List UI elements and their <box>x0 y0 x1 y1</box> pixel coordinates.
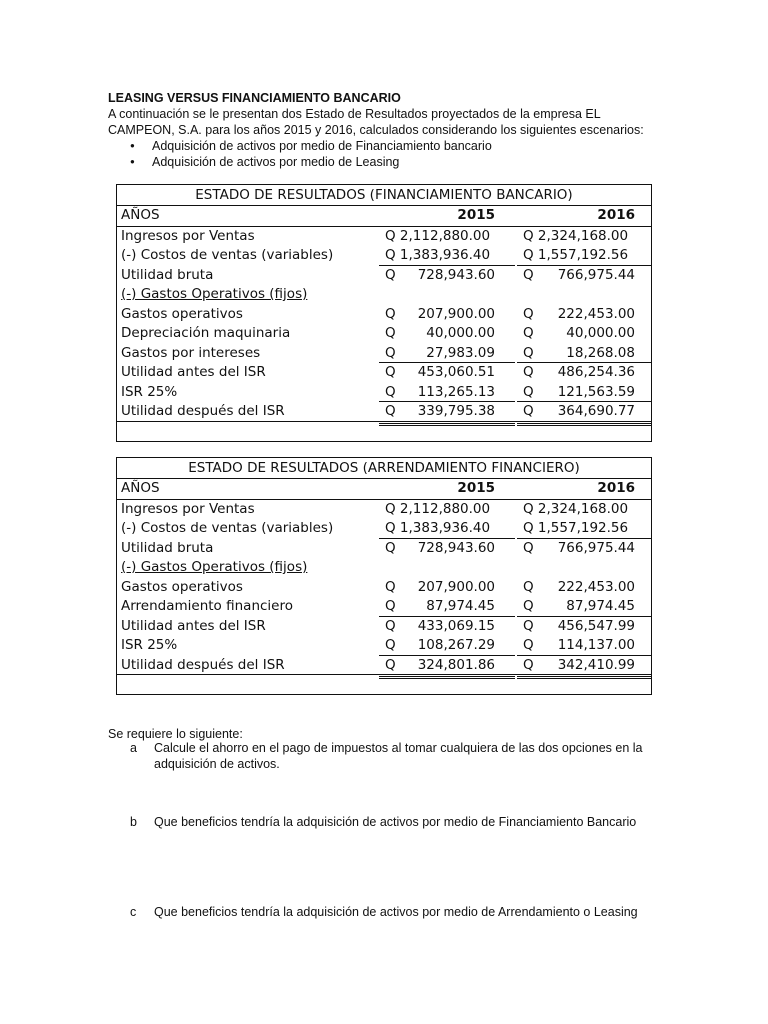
item-text: Que beneficios tendría la adquisición de activos por medio de Financiamiento Bancario <box>154 815 637 829</box>
table-row <box>117 519 651 539</box>
row-label: Ingresos por Ventas <box>121 227 255 244</box>
table-row <box>117 578 651 598</box>
currency-symbol: Q <box>523 364 534 380</box>
intro-section <box>108 90 668 170</box>
value-2016: 40,000.00 <box>566 325 635 341</box>
value-2016: 222,453.00 <box>557 305 635 322</box>
value-2016: 87,974.45 <box>566 598 635 614</box>
value-2015: 113,265.13 <box>417 383 495 400</box>
statement-header: ESTADO DE RESULTADOS (FINANCIAMIENTO BANCARIO) <box>117 185 651 206</box>
table-row <box>117 363 651 383</box>
currency-symbol: Q <box>385 539 396 556</box>
value-2015: 27,983.09 <box>426 344 495 361</box>
row-label: Gastos operativos <box>121 578 243 595</box>
table-row <box>117 539 651 559</box>
table-row <box>117 285 651 305</box>
scenario-item: ● Adquisición de activos por medio de Financiamiento bancario <box>152 138 668 154</box>
table-row <box>117 500 651 520</box>
statement-header: ESTADO DE RESULTADOS (ARRENDAMIENTO FINANCIERO) <box>117 458 651 479</box>
year-2016: 2016 <box>597 207 635 223</box>
table-row <box>117 324 651 344</box>
currency-symbol: Q <box>523 266 534 283</box>
year-2015: 2015 <box>457 207 495 223</box>
value-2015: 728,943.60 <box>417 539 495 556</box>
row-label: ISR 25% <box>121 383 178 400</box>
value-2015: Q 2,112,880.00 <box>385 227 491 244</box>
row-label: Gastos por intereses <box>121 344 261 361</box>
intro-line-2: CAMPEON, S.A. para los años 2015 y 2016, calculados considerando los siguientes escenarios: <box>108 123 644 137</box>
row-label: (-) Gastos Operativos (fijos) <box>121 286 308 302</box>
value-2016: 18,268.08 <box>566 344 635 361</box>
row-label: Gastos operativos <box>121 305 243 322</box>
row-label: Depreciación maquinaria <box>121 325 291 341</box>
table-row <box>117 344 651 364</box>
currency-symbol: Q <box>523 637 534 653</box>
table-row <box>117 597 651 617</box>
value-2016: 364,690.77 <box>557 403 635 419</box>
value-2016: Q 1,557,192.56 <box>523 247 629 263</box>
row-label: (-) Costos de ventas (variables) <box>121 520 334 536</box>
item-letter: b <box>130 815 137 829</box>
table-row <box>117 402 651 422</box>
table-row <box>117 636 651 656</box>
value-2015: Q 1,383,936.40 <box>385 520 491 536</box>
table-row <box>117 383 651 403</box>
currency-symbol: Q <box>523 383 534 400</box>
row-label: ISR 25% <box>121 637 178 653</box>
value-2015: 324,801.86 <box>417 656 495 673</box>
value-2015: 207,900.00 <box>417 578 495 595</box>
value-2015: 339,795.38 <box>417 403 495 419</box>
currency-symbol: Q <box>385 305 396 322</box>
value-2016: Q 2,324,168.00 <box>523 500 629 517</box>
currency-symbol: Q <box>523 656 534 673</box>
item-text: Calcule el ahorro en el pago de impuestos al tomar cualquiera de las dos opciones en la adquisición de activos. <box>154 741 643 771</box>
currency-symbol: Q <box>523 539 534 556</box>
currency-symbol: Q <box>385 266 396 283</box>
currency-symbol: Q <box>523 598 534 614</box>
value-2016: 766,975.44 <box>557 266 635 283</box>
table-row <box>117 305 651 325</box>
years-row <box>117 206 651 227</box>
value-2016: 766,975.44 <box>557 539 635 556</box>
item-text: Que beneficios tendría la adquisición de activos por medio de Arrendamiento o Leasing <box>154 905 638 919</box>
years-row <box>117 479 651 500</box>
currency-symbol: Q <box>385 325 396 341</box>
row-label: Utilidad después del ISR <box>121 656 285 673</box>
currency-symbol: Q <box>523 617 534 634</box>
value-2015: Q 1,383,936.40 <box>385 247 491 263</box>
value-2015: Q 2,112,880.00 <box>385 500 491 517</box>
intro-line-1: A continuación se le presentan dos Estado de Resultados proyectados de la empresa EL <box>108 107 601 121</box>
row-label: Ingresos por Ventas <box>121 500 255 517</box>
value-2016: 456,547.99 <box>557 617 635 634</box>
item-letter: c <box>130 905 137 919</box>
value-2015: 87,974.45 <box>426 598 495 614</box>
table-row <box>117 617 651 637</box>
value-2016: Q 2,324,168.00 <box>523 227 629 244</box>
currency-symbol: Q <box>523 325 534 341</box>
currency-symbol: Q <box>523 344 534 361</box>
income-statement-bank-financing <box>116 184 652 442</box>
currency-symbol: Q <box>385 617 396 634</box>
currency-symbol: Q <box>385 598 396 614</box>
value-2016: 342,410.99 <box>557 656 635 673</box>
row-label: Utilidad bruta <box>121 266 214 283</box>
year-2015: 2015 <box>457 480 495 496</box>
value-2016: 114,137.00 <box>557 637 635 653</box>
row-label: Utilidad después del ISR <box>121 403 285 419</box>
row-label: Utilidad antes del ISR <box>121 364 266 380</box>
document-title: LEASING VERSUS FINANCIAMIENTO BANCARIO <box>108 91 401 105</box>
table-row <box>117 558 651 578</box>
currency-symbol: Q <box>385 403 396 419</box>
row-label: (-) Costos de ventas (variables) <box>121 247 334 263</box>
years-label: AÑOS <box>121 207 160 223</box>
currency-symbol: Q <box>385 383 396 400</box>
currency-symbol: Q <box>523 578 534 595</box>
value-2016: 486,254.36 <box>557 364 635 380</box>
currency-symbol: Q <box>385 364 396 380</box>
value-2015: 40,000.00 <box>426 325 495 341</box>
scenario-list <box>108 138 668 170</box>
value-2015: 207,900.00 <box>417 305 495 322</box>
table-row <box>117 266 651 286</box>
currency-symbol: Q <box>385 637 396 653</box>
value-2016: 121,563.59 <box>557 383 635 400</box>
scenario-item: ● Adquisición de activos por medio de Leasing <box>152 154 668 170</box>
row-label: (-) Gastos Operativos (fijos) <box>121 559 308 575</box>
currency-symbol: Q <box>385 656 396 673</box>
row-label: Utilidad bruta <box>121 539 214 556</box>
row-label: Arrendamiento financiero <box>121 598 293 614</box>
item-letter: a <box>130 741 137 755</box>
value-2015: 728,943.60 <box>417 266 495 283</box>
currency-symbol: Q <box>523 403 534 419</box>
currency-symbol: Q <box>385 578 396 595</box>
value-2015: 108,267.29 <box>417 637 495 653</box>
table-row <box>117 227 651 247</box>
income-statement-financial-lease <box>116 457 652 695</box>
table-row <box>117 246 651 266</box>
value-2015: 433,069.15 <box>417 617 495 634</box>
requirements-intro: Se requiere lo siguiente: <box>108 727 243 741</box>
currency-symbol: Q <box>385 344 396 361</box>
years-label: AÑOS <box>121 480 160 496</box>
table-row <box>117 656 651 676</box>
year-2016: 2016 <box>597 480 635 496</box>
value-2016: Q 1,557,192.56 <box>523 520 629 536</box>
row-label: Utilidad antes del ISR <box>121 617 266 634</box>
currency-symbol: Q <box>523 305 534 322</box>
value-2015: 453,060.51 <box>417 364 495 380</box>
value-2016: 222,453.00 <box>557 578 635 595</box>
